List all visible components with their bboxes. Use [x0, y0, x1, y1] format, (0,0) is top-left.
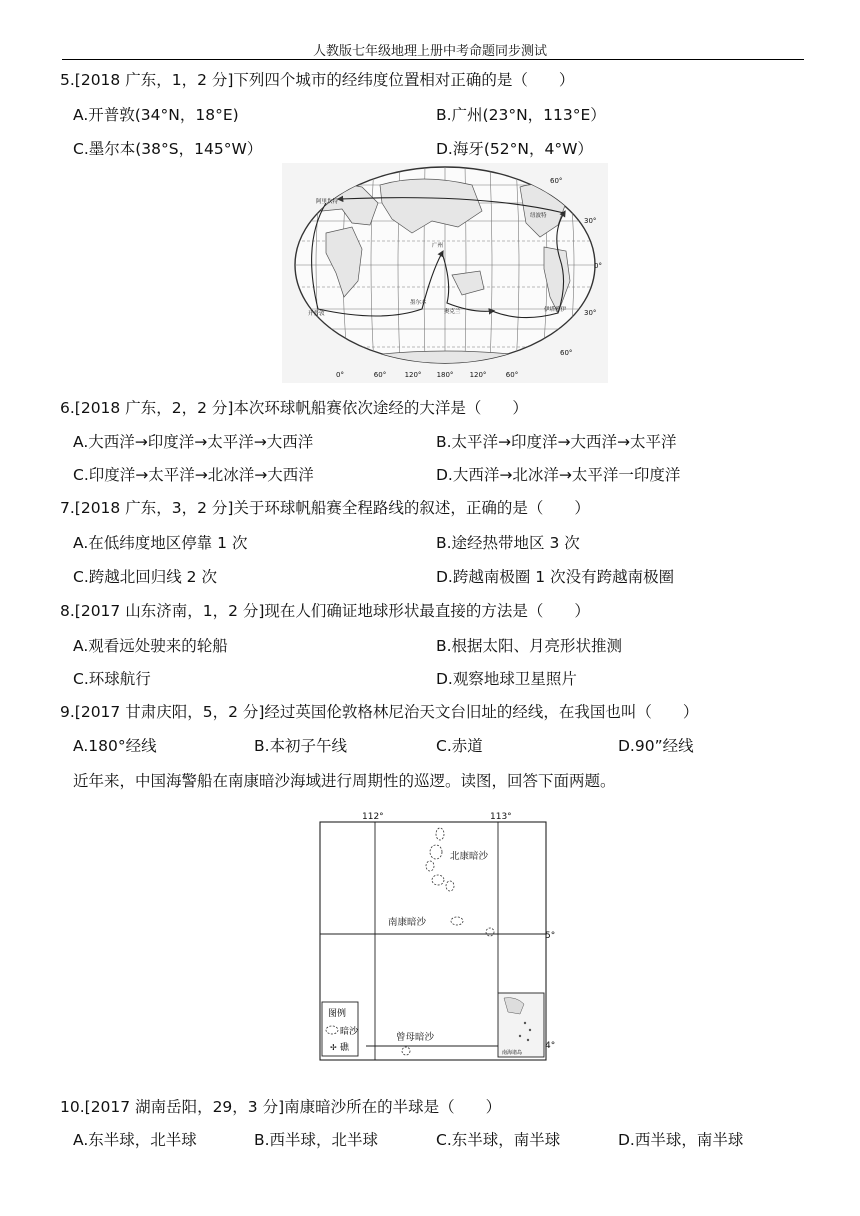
q8-option-a[interactable]: A.观看远处驶来的轮船	[73, 637, 228, 655]
svg-text:112°: 112°	[362, 812, 384, 822]
q10-option-c[interactable]: C.东半球，南半球	[436, 1131, 561, 1149]
shoal-label-beikang: 北康暗沙	[450, 851, 489, 862]
question-5-stem: 5.[2018 广东，1，2 分]下列四个城市的经纬度位置相对正确的是（ ）	[60, 71, 575, 89]
svg-text:0°: 0°	[594, 262, 602, 270]
shoal-label-nankang: 南康暗沙	[388, 917, 427, 928]
place-label: 墨尔本	[410, 300, 427, 306]
place-label: 奥克兰	[444, 309, 461, 315]
q7-option-d[interactable]: D.跨越南极圈 1 次没有跨越南极圈	[436, 568, 675, 586]
question-7-stem: 7.[2018 广东，3，2 分]关于环球帆船赛全程路线的叙述，正确的是（ ）	[60, 499, 590, 517]
svg-text:0°: 0°	[336, 371, 344, 379]
q10-option-d[interactable]: D.西半球，南半球	[618, 1131, 744, 1149]
place-label: 伊塔雅伊	[544, 307, 567, 313]
question-10-stem: 10.[2017 湖南岳阳，29，3 分]南康暗沙所在的半球是（ ）	[60, 1098, 502, 1116]
svg-text:120°: 120°	[404, 371, 422, 379]
q9-option-c[interactable]: C.赤道	[436, 737, 483, 755]
svg-text:4°: 4°	[545, 1041, 556, 1051]
place-label: 纽波特	[530, 213, 547, 219]
svg-text:暗沙: 暗沙	[340, 1027, 359, 1037]
q10-option-a[interactable]: A.东半球，北半球	[73, 1131, 197, 1149]
q9-option-a[interactable]: A.180°经线	[73, 737, 157, 755]
svg-text:5°: 5°	[545, 931, 556, 941]
south-china-sea-inset	[498, 993, 544, 1057]
q7-option-a[interactable]: A.在低纬度地区停靠 1 次	[73, 534, 248, 552]
place-label: 开普敦	[308, 311, 325, 317]
legend-reef-symbol: ✢	[330, 1043, 337, 1052]
map2-legend	[322, 1002, 359, 1056]
svg-text:60°: 60°	[560, 349, 573, 357]
q5-option-d[interactable]: D.海牙(52°N，4°W）	[436, 140, 593, 158]
svg-text:60°: 60°	[550, 177, 563, 185]
q5-option-b[interactable]: B.广州(23°N，113°E）	[436, 106, 606, 124]
svg-text:60°: 60°	[505, 371, 519, 379]
svg-text:120°: 120°	[469, 371, 487, 379]
q5-option-c[interactable]: C.墨尔本(38°S，145°W）	[73, 140, 263, 158]
q6-option-b[interactable]: B.太平洋→印度洋→大西洋→太平洋	[436, 433, 677, 451]
place-label: 广州	[432, 243, 444, 249]
place-label: 阿里坎特	[316, 199, 339, 205]
shoal-label-zengmu: 曾母暗沙	[396, 1032, 435, 1043]
q6-option-c[interactable]: C.印度洋→太平洋→北冰洋→大西洋	[73, 466, 314, 484]
q10-option-b[interactable]: B.西半球，北半球	[254, 1131, 379, 1149]
svg-text:180°: 180°	[436, 371, 454, 379]
q5-option-a[interactable]: A.开普敦(34°N，18°E)	[73, 106, 239, 124]
q6-option-d[interactable]: D.大西洋→北冰洋→太平洋一印度洋	[436, 466, 681, 484]
q7-option-b[interactable]: B.途经热带地区 3 次	[436, 534, 580, 552]
q8-option-b[interactable]: B.根据太阳、月亮形状推测	[436, 637, 623, 655]
question-9-stem: 9.[2017 甘肃庆阳，5，2 分]经过英国伦敦格林尼治天文台旧址的经线，在我国也叫（ ）	[60, 703, 699, 721]
q6-option-a[interactable]: A.大西洋→印度洋→太平洋→大西洋	[73, 433, 314, 451]
q9-option-b[interactable]: B.本初子午线	[254, 737, 348, 755]
q7-option-c[interactable]: C.跨越北回归线 2 次	[73, 568, 217, 586]
svg-text:60°: 60°	[373, 371, 387, 379]
q9-option-d[interactable]: D.90”经线	[618, 737, 694, 755]
svg-text:礁: 礁	[340, 1043, 350, 1053]
page-header: 人教版七年级地理上册中考命题同步测试	[312, 44, 547, 59]
header-rule	[62, 59, 804, 60]
question-8-stem: 8.[2017 山东济南，1，2 分]现在人们确证地球形状最直接的方法是（ ）	[60, 602, 590, 620]
reading-intro: 近年来，中国海警船在南康暗沙海域进行周期性的巡逻。读图，回答下面两题。	[73, 772, 616, 790]
nankang-shoal-map	[310, 808, 566, 1070]
svg-text:南海诸岛: 南海诸岛	[502, 1050, 523, 1056]
svg-text:30°: 30°	[584, 309, 597, 317]
world-sailing-route-map	[282, 163, 608, 383]
svg-text:113°: 113°	[490, 812, 512, 822]
svg-text:30°: 30°	[584, 217, 597, 225]
question-6-stem: 6.[2018 广东，2，2 分]本次环球帆船赛依次途经的大洋是（ ）	[60, 399, 528, 417]
q8-option-d[interactable]: D.观察地球卫星照片	[436, 670, 577, 688]
svg-text:图例: 图例	[328, 1009, 347, 1019]
q8-option-c[interactable]: C.环球航行	[73, 670, 151, 688]
